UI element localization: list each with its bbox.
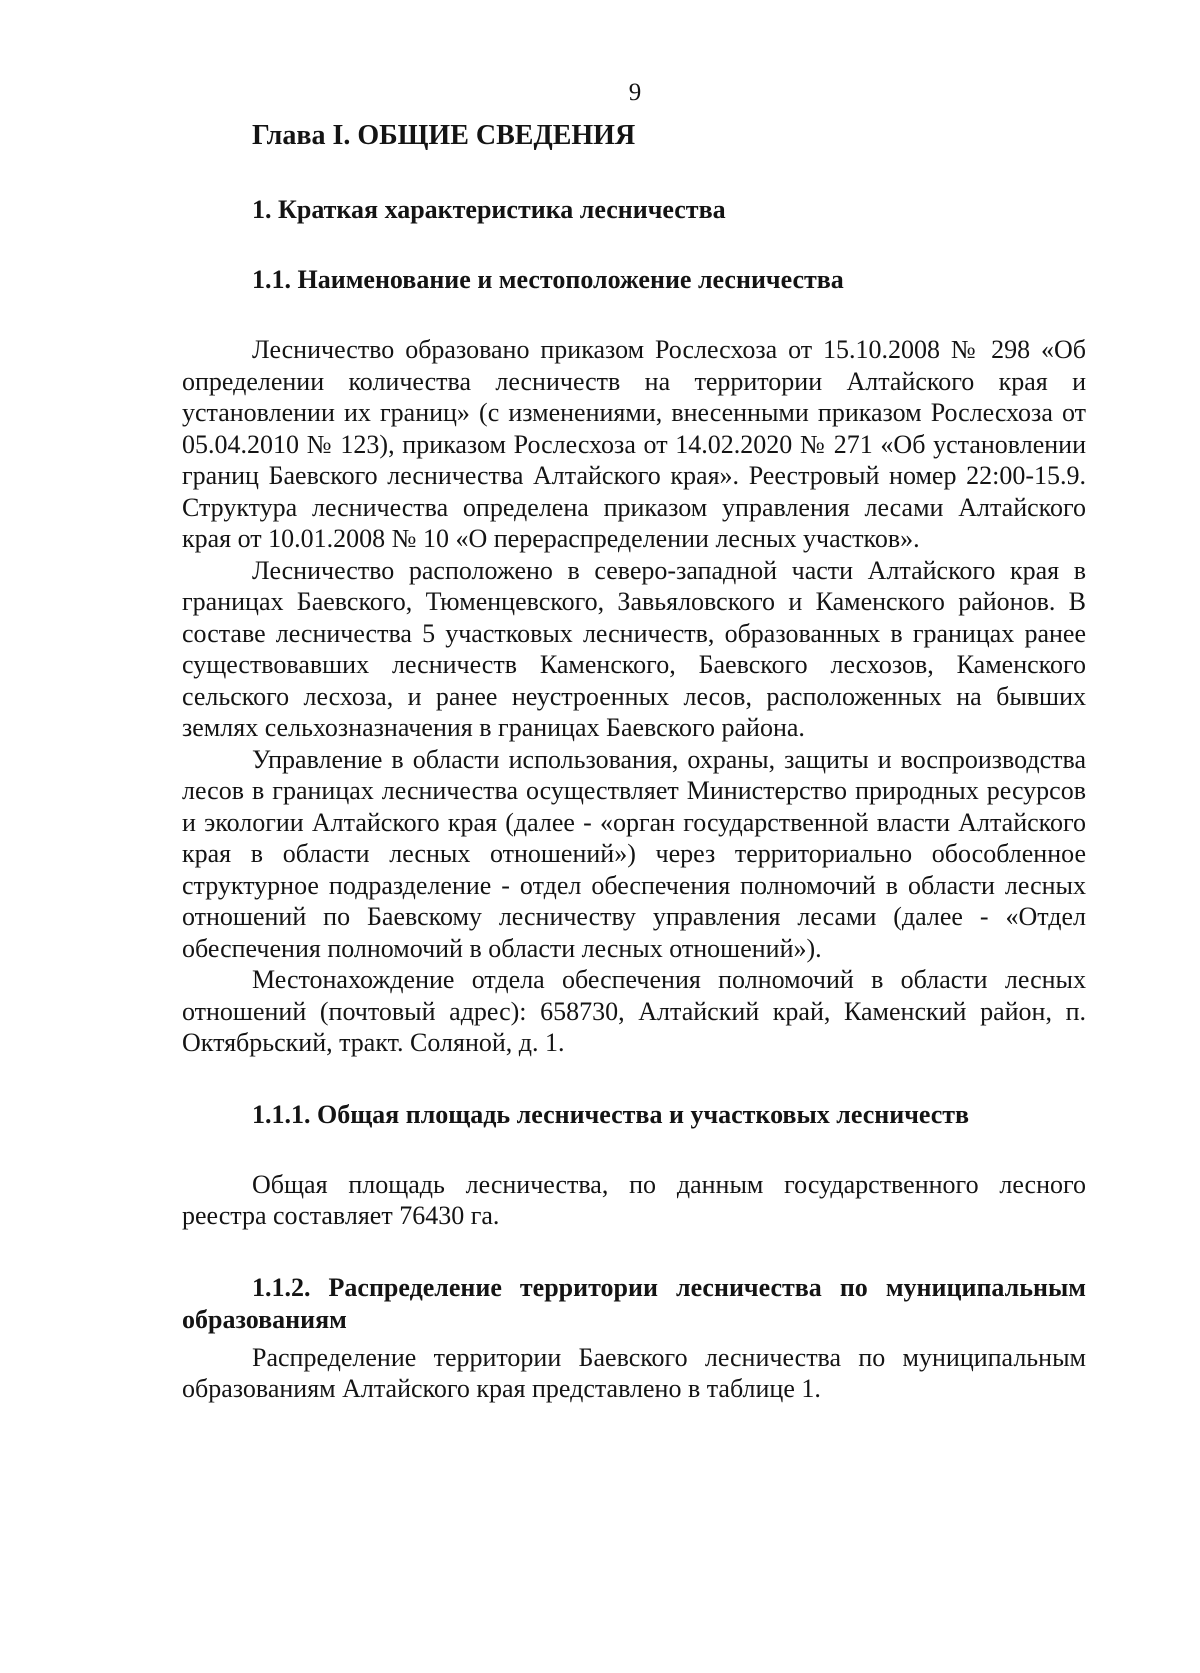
paragraph-total-area: Общая площадь лесничества, по данным государственного лесного реестра составляет 76430 га. [182,1169,1086,1230]
paragraph-location: Лесничество расположено в северо-западной части Алтайского края в границах Баевского, Тюменцевского, Завьяловского и Каменского районов. В составе лесничества 5 участковых лесничеств, образованных в границах ранее существовавших лесничеств Каменского, Баевского лесхозов, Каменского сельского лесхоза, и ранее неустроенных лесов, расположенных на бывших землях сельхозназначения в границах Баевского района. [182,555,1086,742]
paragraph-address: Местонахождение отдела обеспечения полномочий в области лесных отношений (почтовый адрес): 658730, Алтайский край, Каменский район, п. Октябрьский, тракт. Соляной, д. 1. [182,965,1086,1057]
chapter-title: Глава I. ОБЩИЕ СВЕДЕНИЯ [252,120,636,151]
page-content [182,118,1086,1405]
page-number: 9 [628,79,642,106]
subsection-title: 1.1. Наименование и местоположение лесничества [252,265,844,294]
subsubsection-title-distribution: 1.1.2. Распределение территории лесничества по муниципальным образованиям [182,1272,1086,1334]
section-title: 1. Краткая характеристика лесничества [252,195,726,224]
paragraph-management: Управление в области использования, охраны, защиты и воспроизводства лесов в границах лесничества осуществляет Министерство природных ресурсов и экологии Алтайского края (далее - «орган государственной власти Алтайского края в области лесных отношений») через территориально обособленное структурное подразделение - отдел обеспечения полномочий в области лесных отношений по Баевскому лесничеству управления лесами (далее - «Отдел обеспечения полномочий в области лесных отношений»). [182,744,1086,963]
paragraph-distribution: Распределение территории Баевского лесничества по муниципальным образованиям Алтайского края представлено в таблице 1. [182,1342,1086,1403]
subsubsection-title-area: 1.1.1. Общая площадь лесничества и участковых лесничеств [252,1099,970,1129]
paragraph-establishment: Лесничество образовано приказом Рослесхоза от 15.10.2008 № 298 «Об определении количества лесничеств на территории Алтайского края и установлении их границ» (с изменениями, внесенными приказом Рослесхоза от 05.04.2010 № 123), приказом Рослесхоза от 14.02.2020 № 271 «Об установлении границ Баевского лесничества Алтайского края». Реестровый номер 22:00-15.9. Структура лесничества определена приказом управления лесами Алтайского края от 10.01.2008 № 10 «О перераспределении лесных участков». [182,335,1086,553]
